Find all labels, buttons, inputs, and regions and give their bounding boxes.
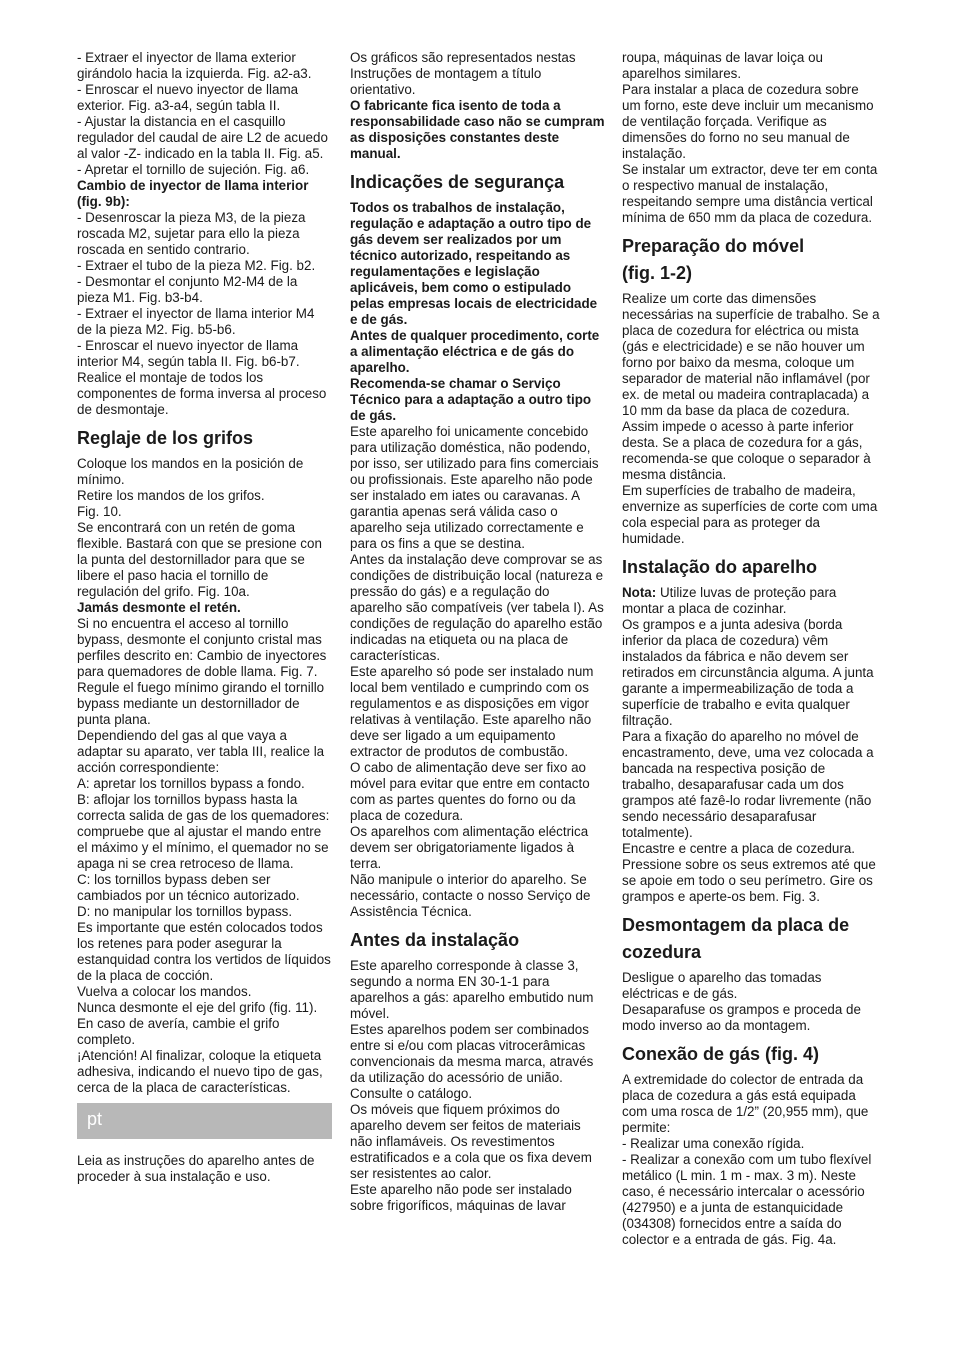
column-left [77,50,332,1185]
language-bar [77,1103,332,1139]
section-heading: Desmontagem da placa de cozedura [622,915,850,962]
section-heading: Instalação do aparelho [622,557,818,577]
section-heading: Indicações de segurança [350,172,565,192]
section-heading: Preparação do móvel (fig. 1-2) [622,236,805,283]
paragraph: Os gráficos são representados nestas Instruções de montagem a título orientativo. [350,50,576,97]
bold-paragraph: Jamás desmonte el retén. [77,600,241,615]
paragraph: A extremidade do colector de entrada da placa de cozedura a gás está equipada com uma rosca de 1/2” (20,955 mm), que permite: - Realizar uma conexão rígida. - Realizar a conexão com um tubo flexível metálico (L min. 1 m - max. 3 m). Neste caso, é necessário intercalar o acessório (427950) e a junta de estanquicidade (034308) fornecidos entre a saída do colector e a entrada de gás. Fig. 4a. [622,1072,872,1247]
paragraph: Leia as instruções do aparelho antes de proceder à sua instalação e uso. [77,1153,315,1184]
paragraph: roupa, máquinas de lavar loiça ou aparelhos similares. Para instalar a placa de cozedura sobre um forno, este deve incluir um mecanismo de ventilação forçada. Verifique as dimensões do forno no seu manual de instalação. Se instalar um extractor, deve ter em conta o respectivo manual de instalação, respeitando sempre uma distância vertical mínima de 650 mm da placa de cozedura. [622,50,878,225]
section-heading: Reglaje de los grifos [77,428,254,448]
column-middle [350,50,605,1214]
section-heading: Conexão de gás (fig. 4) [622,1044,820,1064]
paragraph: Coloque los mandos en la posición de mínimo. Retire los mandos de los grifos. Fig. 10. Se encontrará con un retén de goma flexible. Bastará con que se presione con la punta del destornillador para que se libere el paso hacia el tornillo de regulación del grifo. Fig. 10a. [77,456,322,599]
paragraph: Si no encuentra el acceso al tornillo bypass, desmonte el conjunto cristal mas perfiles descrito en: Cambio de inyectores para quemadores de doble llama. Fig. 7. Regule el fuego mínimo girando el tornillo bypass mediante un destornillador de punta plana. Dependiendo del gas al que vaya a adaptar su aparato, ver tabla III, realice la acción correspondiente: A: apretar los tornillos bypass a fondo. B: aflojar los tornillos bypass hasta la correcta salida de gas de los quemadores: compruebe que al ajustar el mando entre el máximo y el mínimo, el quemador no se apaga ni se crea retroceso de llama. C: los tornillos bypass deben ser cambiados por un técnico autorizado. D: no manipular los tornillos bypass. Es importante que estén colocados todos los retenes para poder asegurar la estanquidad contra los vertidos de líquidos de la placa de cocción. Vuelva a colocar los mandos. Nunca desmonte el eje del grifo (fig. 11). En caso de avería, cambie el grifo completo. ¡Atención! Al finalizar, coloque la etiqueta adhesiva, indicando el nuevo tipo de gas, cerca de la placa de características. [77,616,331,1095]
bold-paragraph: O fabricante fica isento de toda a responsabilidade caso não se cumpram as disposições constantes deste manual. [350,98,605,161]
paragraph: Desligue o aparelho das tomadas eléctricas e de gás. Desaparafuse os grampos e proceda de modo inverso ao da montagem. [622,970,861,1033]
section-heading: Antes da instalação [350,930,520,950]
paragraph: Realize um corte das dimensões necessárias na superfície de trabalho. Se a placa de cozedura for eléctrica ou mista (gás e electricidade) e se não houver um forno por baixo da mesma, coloque um separador de material não inflamável (por ex. de metal ou madeira contraplacada) a 10 mm da base da placa de cozedura. Assim impede o acesso à parte inferior desta. Se a placa de cozedura for a gás, recomenda-se que coloque o separador à mesma distância. Em superfícies de trabalho de madeira, envernize as superfícies de corte com uma cola especial para as proteger da humidade. [622,291,880,546]
note-text: Utilize luvas de proteção para montar a placa de cozinhar. [622,585,837,616]
paragraph: Este aparelho corresponde à classe 3, segundo a norma EN 30-1-1 para aparelhos a gás: aparelho embutido num móvel. Estes aparelhos podem ser combinados entre si e/ou com placas vitrocerâmicas convencionais da mesma marca, através da utilização do acessório de união. Consulte o catálogo. Os móveis que fiquem próximos do aparelho devem ser feitos de materiais não inflamáveis. Os revestimentos estratificados e a cola que os fixa devem ser resistentes ao calor. Este aparelho não pode ser instalado sobre frigoríficos, máquinas de lavar [350,958,594,1213]
paragraph: - Extraer el inyector de llama exterior girándolo hacia la izquierda. Fig. a2-a3. - Enroscar el nuevo inyector de llama exterior. Fig. a3-a4, según tabla II. - Ajustar la distancia en el casquillo regulador del caudal de aire L2 de acuedo al valor -Z- indicado en la tabla II. Fig. a5. - Apretar el tornillo de sujeción. Fig. a6. [77,50,328,177]
paragraph: Os grampos e a junta adesiva (borda inferior da placa de cozedura) vêm instalados da fábrica e não devem ser retirados em circunstância alguma. A junta garante a impermeabilização de toda a superfície de trabalho e evita qualquer filtração. Para a fixação do aparelho no móvel de encastramento, deve, uma vez colocada a bancada na respectiva posição de trabalho, desaparafusar cada um dos grampos até fazê-lo rodar livremente (não sendo necessário desaparafusar totalmente). Encastre e centre a placa de cozedura. Pressione sobre os seus extremos até que se apoie em todo o seu perímetro. Gire os grampos e aperte-os bem. Fig. 3. [622,617,876,904]
paragraph: Este aparelho foi unicamente concebido para utilização doméstica, não podendo, por isso, ser utilizado para fins comerciais ou profissionais. Este aparelho não pode ser instalado em iates ou caravanas. A garantia apenas será válida caso o aparelho seja utilizado correctamente e para os fins a que se destina. Antes da instalação deve comprovar se as condições de distribuição local (natureza e pressão do gás) e a regulação do aparelho são compatíveis (ver tabela I). As condições de regulação do aparelho estão indicadas na etiqueta ou na placa de características. Este aparelho só pode ser instalado num local bem ventilado e cumprindo com os regulamentos e as disposições em vigor relativas à ventilação. Este aparelho não deve ser ligado a um equipamento extractor de produtos de combustão. O cabo de alimentação deve ser fixo ao móvel para evitar que entre em contacto com as partes quentes do forno ou da placa de cozedura. Os aparelhos com alimentação eléctrica devem ser obrigatoriamente ligados à terra. Não manipule o interior do aparelho. Se necessário, contacte o nosso Serviço de Assistência Técnica. [350,424,604,919]
column-right [622,50,880,1248]
note [622,585,880,617]
paragraph: - Desenroscar la pieza M3, de la pieza roscada M2, sujetar para ello la pieza roscada en sentido contrario. - Extraer el tubo de la pieza M2. Fig. b2. - Desmontar el conjunto M2-M4 de la pieza M1. Fig. b3-b4. - Extraer el inyector de llama interior M4 de la pieza M2. Fig. b5-b6. - Enroscar el nuevo inyector de llama interior M4, según tabla II. Fig. b6-b7. Realice el montaje de todos los componentes de forma inversa al proceso de desmontaje. [77,210,327,417]
bold-paragraph: Cambio de inyector de llama interior (fig. 9b): [77,178,309,209]
language-code: pt [87,1109,103,1129]
bold-paragraph: Todos os trabalhos de instalação, regulação e adaptação a outro tipo de gás devem ser realizados por um técnico autorizado, respeitando as regulamentações e legislação aplicáveis, bem como o estipulado pelas empresas locais de electricidade e de gás. Antes de qualquer procedimento, corte a alimentação eléctrica e de gás do aparelho. Recomenda-se chamar o Serviço Técnico para a adaptação a outro tipo de gás. [350,200,600,423]
note-label: Nota: [622,585,657,600]
